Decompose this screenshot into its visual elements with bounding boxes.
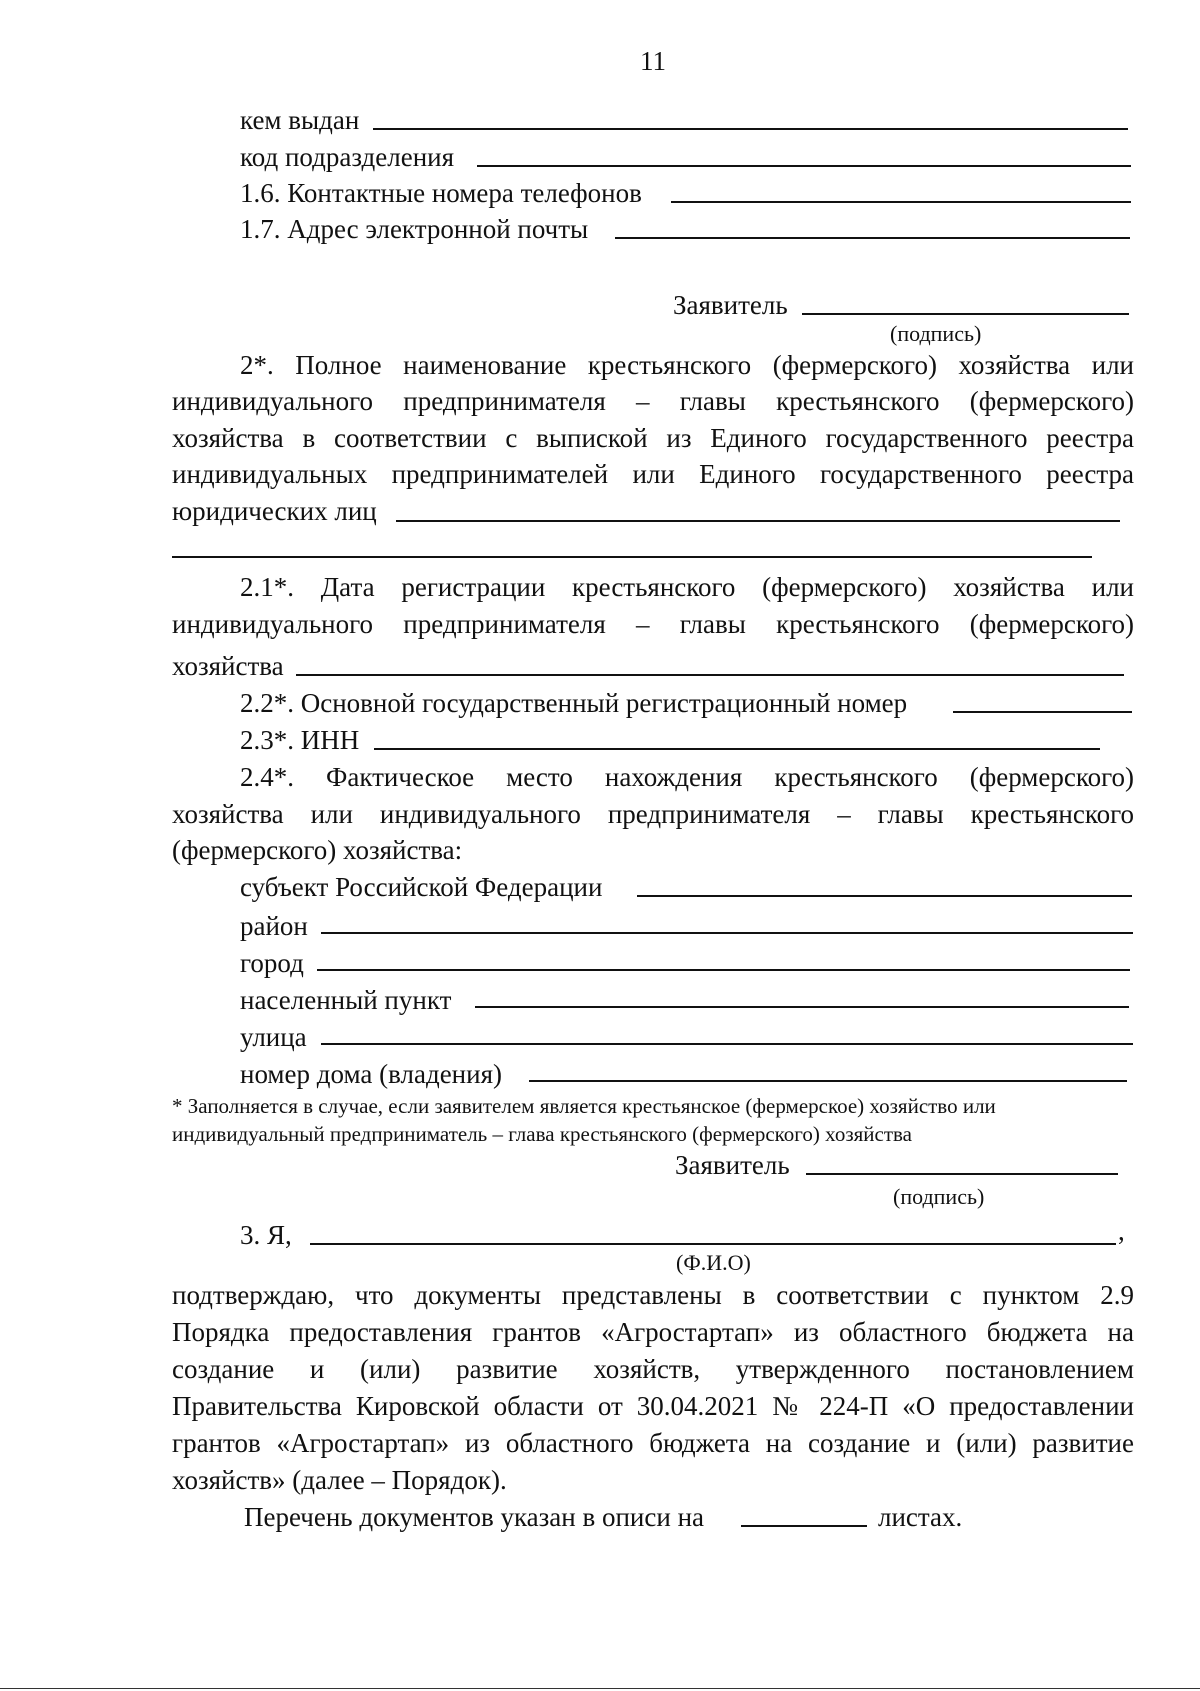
phones-label: 1.6. Контактные номера телефонов [240,178,642,208]
section3-line2: Порядка предоставления грантов «Агростартап» из областного бюджета на [172,1317,1134,1347]
org-name-field-1[interactable] [396,520,1120,522]
address-street-label: улица [240,1022,307,1052]
section2-line1: 2*. Полное наименование крестьянского (фермерского) хозяйства или [240,350,1134,380]
signature-field-1[interactable] [802,313,1129,315]
division-code-field[interactable] [477,165,1131,167]
page-bottom-edge [0,1688,1200,1689]
org-name-field-2[interactable] [172,556,1092,558]
section21-line3: хозяйства [172,651,284,681]
section24-line3: (фермерского) хозяйства: [172,835,463,865]
inn-field[interactable] [374,748,1100,750]
inventory-prefix: Перечень документов указан в описи на [244,1502,705,1532]
applicant-label-1: Заявитель [673,290,788,320]
division-code-label: код подразделения [240,142,455,172]
signature-caption-2: (подпись) [893,1184,985,1209]
ogrn-field[interactable] [953,711,1132,713]
signature-caption-1: (подпись) [890,321,982,346]
address-locality-field[interactable] [475,1006,1129,1008]
section2-line2: индивидуального предпринимателя – главы крестьянского (фермерского) [172,386,1134,416]
section3-comma: , [1118,1216,1125,1246]
section3-prefix: 3. Я, [240,1220,292,1250]
footnote-line1: * Заполняется в случае, если заявителем является крестьянское (фермерское) хозяйство или [172,1094,996,1118]
email-field[interactable] [615,237,1130,239]
sheet-count-field[interactable] [741,1525,867,1527]
address-house-field[interactable] [529,1080,1127,1082]
section2-line3: хозяйства в соответствии с выпиской из Единого государственного реестра [172,423,1134,453]
address-subject-label: субъект Российской Федерации [240,872,603,902]
address-district-field[interactable] [321,932,1133,934]
address-district-label: район [240,911,308,941]
email-label: 1.7. Адрес электронной почты [240,214,589,244]
address-locality-label: населенный пункт [240,985,452,1015]
fio-field[interactable] [310,1243,1116,1245]
fio-caption: (Ф.И.О) [676,1250,751,1275]
section24-line2: хозяйства или индивидуального предпринимателя – главы крестьянского [172,799,1134,829]
inventory-suffix: листах. [878,1502,963,1532]
phones-field[interactable] [671,201,1131,203]
section24-line1: 2.4*. Фактическое место нахождения крестьянского (фермерского) [240,762,1134,792]
section3-line4: Правительства Кировской области от 30.04.2021 № 224-П «О предоставлении [172,1391,1134,1421]
page-number: 11 [640,46,666,76]
section21-line1: 2.1*. Дата регистрации крестьянского (фермерского) хозяйства или [240,572,1134,602]
issued-by-field[interactable] [373,128,1128,130]
address-city-field[interactable] [317,969,1130,971]
section3-line3: создание и (или) развитие хозяйств, утвержденного постановлением [172,1354,1134,1384]
address-subject-field[interactable] [637,895,1132,897]
address-house-label: номер дома (владения) [240,1059,502,1089]
section22-label: 2.2*. Основной государственный регистрационный номер [240,688,908,718]
section3-line6: хозяйств» (далее – Порядок). [172,1465,507,1495]
section3-line1: подтверждаю, что документы представлены в соответствии с пунктом 2.9 [172,1280,1134,1310]
section3-line5: грантов «Агростартап» из областного бюджета на создание и (или) развитие [172,1428,1134,1458]
address-city-label: город [240,948,304,978]
address-street-field[interactable] [321,1043,1133,1045]
section21-line2: индивидуального предпринимателя – главы крестьянского (фермерского) [172,609,1134,639]
footnote-line2: индивидуальный предприниматель – глава крестьянского (фермерского) хозяйства [172,1122,912,1146]
issued-by-label: кем выдан [240,105,360,135]
applicant-label-2: Заявитель [675,1150,790,1180]
registration-date-field[interactable] [296,674,1124,676]
section2-line4: индивидуальных предпринимателей или Единого государственного реестра [172,459,1134,489]
section2-line5: юридических лиц [172,496,377,526]
signature-field-2[interactable] [806,1173,1118,1175]
section23-label: 2.3*. ИНН [240,725,360,755]
